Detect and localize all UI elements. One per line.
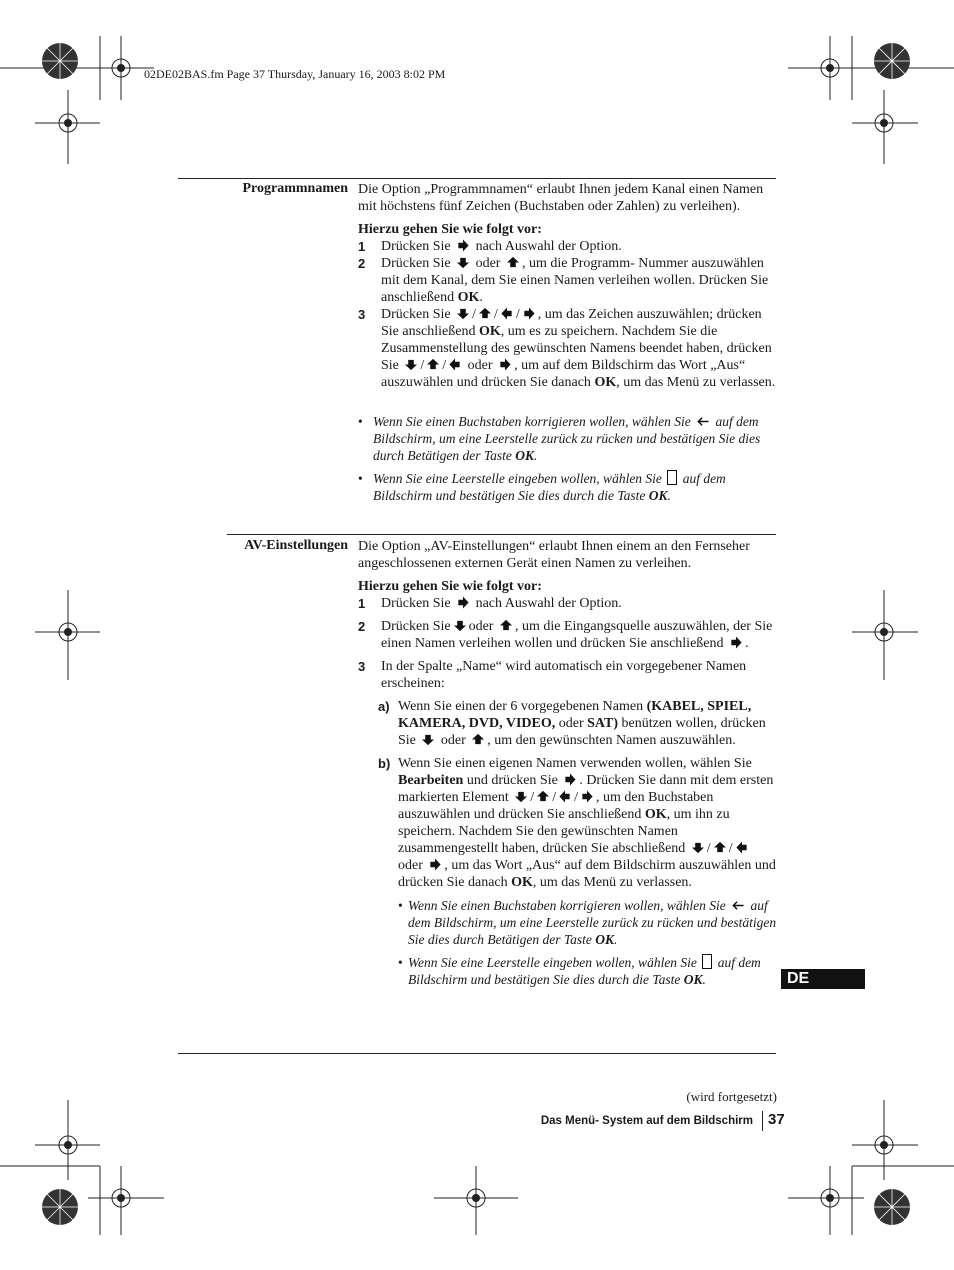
arrow-up-icon	[471, 733, 485, 746]
section-label-av-einstellungen: AV-Einstellungen	[244, 538, 348, 553]
arrow-right-icon	[498, 358, 512, 371]
page-number: 37	[762, 1111, 785, 1131]
arrow-up-icon	[478, 307, 492, 320]
note-correct-letter: • Wenn Sie einen Buchstaben korrigieren wollen, wählen Sie auf dem Bildschirm, um eine Leerstelle zurück zu rücken und bestätigen Sie dies durch Betätigen der Taste OK.	[358, 414, 761, 463]
howto-heading: Hierzu gehen Sie wie folgt vor:	[358, 579, 542, 594]
arrow-left-icon	[558, 790, 572, 803]
substep-a: a) Wenn Sie einen der 6 vorgegebenen Namen (KABEL, SPIEL, KAMERA, DVD, VIDEO, oder SAT) benützen wollen, drücken Sie oder , um den gewünschten Namen auszuwählen.	[378, 699, 766, 748]
howto-heading: Hierzu gehen Sie wie folgt vor:	[358, 222, 542, 237]
backspace-arrow-icon	[731, 899, 745, 912]
arrow-right-icon	[729, 636, 743, 649]
intro-text: Die Option „Programmnamen“ erlaubt Ihnen jedem Kanal einen Namen mit höchstens fünf Zeichen (Buchstaben oder Zahlen) zu verleihen).	[358, 182, 764, 214]
step-2: 2 Drücken Sie oder , um die Eingangsquelle auszuwählen, der Sie einen Namen verleihen wollen und drücken Sie anschließend .	[358, 619, 773, 651]
step-3: 3 Drücken Sie / / / , um das Zeichen auszuwählen; drücken Sie anschließend OK, um es zu speichern. Nachdem Sie die Zusammenstellung des gewünschten Namens beendet haben, drücken Sie / / oder , um auf dem Bildschirm das Wort „Aus“ auszuwählen und drücken Sie danach OK, um das Menü zu verlassen.	[358, 307, 776, 390]
section-body-programmnamen	[358, 181, 778, 510]
arrow-left-icon	[448, 358, 462, 371]
step-3: 3 In der Spalte „Name“ wird automatisch ein vorgegebener Namen erscheinen:	[358, 659, 747, 691]
arrow-up-icon	[499, 619, 513, 632]
section-divider	[227, 534, 776, 535]
backspace-arrow-icon	[696, 415, 710, 428]
language-tab: DE	[781, 969, 865, 989]
substep-b: b) Wenn Sie einen eigenen Namen verwenden wollen, wählen Sie Bearbeiten und drücken Sie . Drücken Sie dann mit dem ersten markierten Element / / / , um den Buchstaben auszuwählen und drücken Sie anschließend OK, um ihn zu speichern. Nachdem Sie den gewünschten Namen zusammengestellt haben, drücken Sie abschließend / / oder , um das Wort „Aus“ auf dem Bildschirm auszuwählen und drücken Sie danach OK, um das Menü zu verlassen.	[378, 756, 776, 890]
file-info-header: 02DE02BAS.fm Page 37 Thursday, January 16, 2003 8:02 PM	[144, 67, 446, 81]
note-insert-space: • Wenn Sie eine Leerstelle eingeben wollen, wählen Sie auf dem Bildschirm und bestätigen Sie dies durch die Taste OK.	[358, 471, 726, 503]
continued-note: (wird fortgesetzt)	[686, 1089, 777, 1104]
arrow-right-icon	[456, 239, 470, 252]
note-correct-letter: • Wenn Sie einen Buchstaben korrigieren wollen, wählen Sie auf dem Bildschirm, um eine Leerstelle zurück zu rücken und bestätigen Sie dies durch Betätigen der Taste OK.	[398, 898, 777, 947]
arrow-up-icon	[426, 358, 440, 371]
section-label-programmnamen: Programmnamen	[242, 181, 348, 196]
arrow-down-icon	[421, 733, 435, 746]
arrow-up-icon	[713, 841, 727, 854]
space-box-icon	[702, 954, 712, 969]
space-box-icon	[667, 470, 677, 485]
arrow-up-icon	[506, 256, 520, 269]
arrow-left-icon	[500, 307, 514, 320]
arrow-left-icon	[735, 841, 749, 854]
footer-section-title: Das Menü- System auf dem Bildschirm	[540, 1115, 753, 1127]
arrow-down-icon	[456, 256, 470, 269]
arrow-right-icon	[522, 307, 536, 320]
bottom-rule	[178, 1053, 776, 1054]
note-insert-space: • Wenn Sie eine Leerstelle eingeben wollen, wählen Sie auf dem Bildschirm und bestätigen Sie dies durch die Taste OK.	[398, 955, 761, 987]
section-body-av-einstellungen	[358, 538, 778, 994]
intro-text: Die Option „AV-Einstellungen“ erlaubt Ihnen einem an den Fernseher angeschlossenen externen Gerät einen Namen zu verleihen.	[358, 539, 750, 571]
top-rule	[178, 178, 776, 179]
step-2: 2 Drücken Sie oder , um die Programm- Nummer auszuwählen mit dem Kanal, dem Sie einen Namen verleihen wollen. Drücken Sie anschließend OK.	[358, 256, 769, 305]
arrow-down-icon	[456, 307, 470, 320]
arrow-down-icon	[514, 790, 528, 803]
step-1: 1 Drücken Sie nach Auswahl der Option.	[358, 239, 622, 254]
arrow-down-icon	[691, 841, 705, 854]
arrow-down-icon	[404, 358, 418, 371]
arrow-up-icon	[536, 790, 550, 803]
arrow-right-icon	[580, 790, 594, 803]
arrow-right-icon	[428, 858, 442, 871]
arrow-down-icon	[453, 619, 467, 632]
arrow-right-icon	[456, 596, 470, 609]
arrow-right-icon	[563, 773, 577, 786]
step-1: 1 Drücken Sie nach Auswahl der Option.	[358, 596, 622, 611]
